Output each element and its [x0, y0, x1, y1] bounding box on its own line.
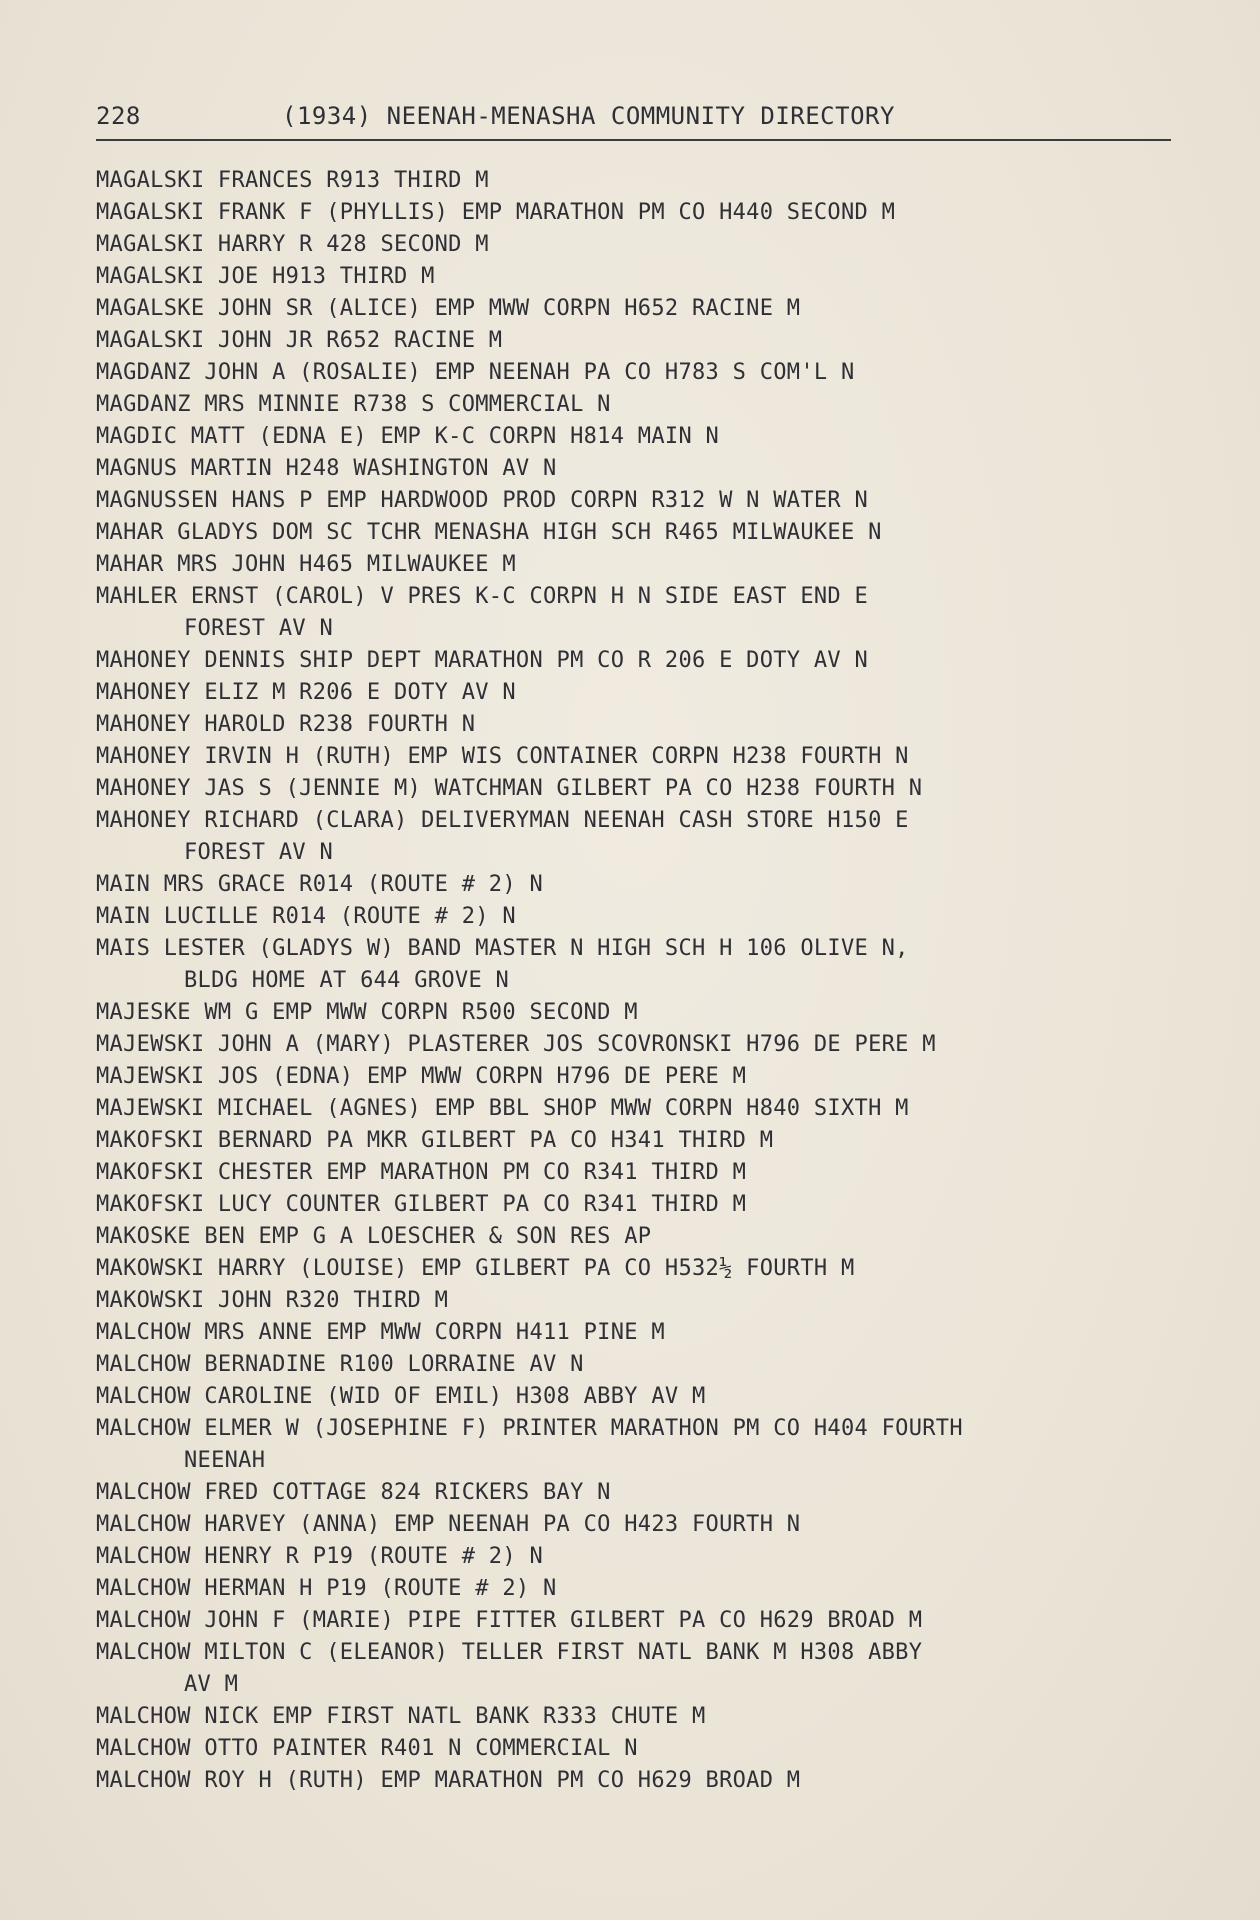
- entry-text: MALCHOW OTTO PAINTER R401 N COMMERCIAL N: [96, 1736, 638, 1761]
- directory-entry: [96, 549, 1196, 581]
- running-title: (1934) NEENAH-MENASHA COMMUNITY DIRECTORY: [282, 102, 895, 130]
- directory-entry: [96, 1573, 1196, 1605]
- entry-text: MAGALSKI JOHN JR R652 RACINE M: [96, 328, 503, 353]
- entry-text: MAKOWSKI HARRY (LOUISE) EMP GILBERT PA CO H532½ FOURTH M: [96, 1256, 855, 1281]
- entry-text: MAGALSKE JOHN SR (ALICE) EMP MWW CORPN H652 RACINE M: [96, 296, 801, 321]
- directory-entry: [96, 421, 1196, 453]
- entry-text: MAGALSKI HARRY R 428 SECOND M: [96, 232, 489, 257]
- entry-text: MAJEWSKI JOHN A (MARY) PLASTERER JOS SCOVRONSKI H796 DE PERE M: [96, 1032, 936, 1057]
- directory-entry: [96, 709, 1196, 741]
- entry-text: MALCHOW HENRY R P19 (ROUTE # 2) N: [96, 1544, 543, 1569]
- entry-text: MAHONEY DENNIS SHIP DEPT MARATHON PM CO R 206 E DOTY AV N: [96, 648, 869, 673]
- entry-text: MAKOFSKI LUCY COUNTER GILBERT PA CO R341 THIRD M: [96, 1192, 747, 1217]
- directory-entry: [96, 1093, 1196, 1125]
- directory-entry: [96, 1157, 1196, 1189]
- entry-text: MAHONEY HAROLD R238 FOURTH N: [96, 712, 476, 737]
- directory-entry: [96, 1221, 1196, 1253]
- entry-text: MALCHOW FRED COTTAGE 824 RICKERS BAY N: [96, 1480, 611, 1505]
- entry-text: MAGDIC MATT (EDNA E) EMP K-C CORPN H814 MAIN N: [96, 424, 720, 449]
- entry-text: MAHONEY RICHARD (CLARA) DELIVERYMAN NEENAH CASH STORE H150 E: [96, 808, 909, 833]
- directory-entry: [96, 1477, 1196, 1509]
- entry-text: MALCHOW NICK EMP FIRST NATL BANK R333 CHUTE M: [96, 1704, 706, 1729]
- directory-entry: [96, 325, 1196, 357]
- entry-text: MALCHOW BERNADINE R100 LORRAINE AV N: [96, 1352, 584, 1377]
- directory-entry: [96, 1413, 1196, 1477]
- entry-text: MAKOFSKI BERNARD PA MKR GILBERT PA CO H341 THIRD M: [96, 1128, 774, 1153]
- entry-continuation: BLDG HOME AT 644 GROVE N: [184, 968, 510, 993]
- directory-entry: [96, 453, 1196, 485]
- entry-continuation: FOREST AV N: [184, 616, 333, 641]
- entry-text: MALCHOW HERMAN H P19 (ROUTE # 2) N: [96, 1576, 557, 1601]
- directory-entry: [96, 997, 1196, 1029]
- directory-entry: [96, 1029, 1196, 1061]
- header-rule: [96, 139, 1171, 141]
- entry-text: MAGNUSSEN HANS P EMP HARDWOOD PROD CORPN R312 W N WATER N: [96, 488, 869, 513]
- entry-continuation: FOREST AV N: [184, 840, 333, 865]
- directory-entry: [96, 1253, 1196, 1285]
- directory-entry: [96, 517, 1196, 549]
- entry-text: MAGALSKI FRANCES R913 THIRD M: [96, 168, 489, 193]
- directory-entry: [96, 1605, 1196, 1637]
- entry-text: MALCHOW ROY H (RUTH) EMP MARATHON PM CO H629 BROAD M: [96, 1768, 801, 1793]
- directory-entry: [96, 1125, 1196, 1157]
- entry-text: MAKOWSKI JOHN R320 THIRD M: [96, 1288, 449, 1313]
- entry-text: MAGDANZ MRS MINNIE R738 S COMMERCIAL N: [96, 392, 611, 417]
- entry-text: MALCHOW CAROLINE (WID OF EMIL) H308 ABBY AV M: [96, 1384, 706, 1409]
- directory-entry: [96, 773, 1196, 805]
- directory-entry: [96, 1061, 1196, 1093]
- entry-text: MAJEWSKI MICHAEL (AGNES) EMP BBL SHOP MWW CORPN H840 SIXTH M: [96, 1096, 909, 1121]
- entry-text: MAGNUS MARTIN H248 WASHINGTON AV N: [96, 456, 557, 481]
- directory-entry: [96, 1701, 1196, 1733]
- directory-entry: [96, 805, 1196, 869]
- directory-entry: [96, 1637, 1196, 1701]
- directory-entry: [96, 389, 1196, 421]
- entry-text: MAHAR MRS JOHN H465 MILWAUKEE M: [96, 552, 516, 577]
- directory-entry: [96, 1765, 1196, 1797]
- directory-entry: [96, 229, 1196, 261]
- directory-entry: [96, 901, 1196, 933]
- entry-continuation: AV M: [184, 1672, 239, 1697]
- directory-entry: [96, 1189, 1196, 1221]
- entry-text: MAKOFSKI CHESTER EMP MARATHON PM CO R341 THIRD M: [96, 1160, 747, 1185]
- entry-text: MALCHOW ELMER W (JOSEPHINE F) PRINTER MARATHON PM CO H404 FOURTH: [96, 1416, 963, 1441]
- directory-entry: [96, 293, 1196, 325]
- entry-text: MALCHOW JOHN F (MARIE) PIPE FITTER GILBERT PA CO H629 BROAD M: [96, 1608, 923, 1633]
- entry-text: MAHONEY ELIZ M R206 E DOTY AV N: [96, 680, 516, 705]
- entry-text: MAIS LESTER (GLADYS W) BAND MASTER N HIGH SCH H 106 OLIVE N,: [96, 936, 909, 961]
- directory-entry: [96, 485, 1196, 517]
- directory-entry: [96, 1733, 1196, 1765]
- directory-entry: [96, 933, 1196, 997]
- entry-text: MAHONEY IRVIN H (RUTH) EMP WIS CONTAINER CORPN H238 FOURTH N: [96, 744, 909, 769]
- directory-entry: [96, 1317, 1196, 1349]
- entry-text: MAIN LUCILLE R014 (ROUTE # 2) N: [96, 904, 516, 929]
- directory-entry: [96, 645, 1196, 677]
- directory-entry: [96, 261, 1196, 293]
- directory-entry: [96, 197, 1196, 229]
- page-number: 228: [96, 102, 141, 130]
- directory-entry: [96, 1285, 1196, 1317]
- entry-continuation: NEENAH: [184, 1448, 266, 1473]
- entry-text: MAIN MRS GRACE R014 (ROUTE # 2) N: [96, 872, 543, 897]
- entry-text: MALCHOW MILTON C (ELEANOR) TELLER FIRST NATL BANK M H308 ABBY: [96, 1640, 923, 1665]
- directory-entry: [96, 1509, 1196, 1541]
- entry-text: MAHLER ERNST (CAROL) V PRES K-C CORPN H N SIDE EAST END E: [96, 584, 869, 609]
- entry-text: MAGDANZ JOHN A (ROSALIE) EMP NEENAH PA CO H783 S COM'L N: [96, 360, 855, 385]
- directory-entry: [96, 357, 1196, 389]
- entry-text: MALCHOW MRS ANNE EMP MWW CORPN H411 PINE M: [96, 1320, 665, 1345]
- directory-entry: [96, 869, 1196, 901]
- entry-text: MAHAR GLADYS DOM SC TCHR MENASHA HIGH SCH R465 MILWAUKEE N: [96, 520, 882, 545]
- entry-text: MAJESKE WM G EMP MWW CORPN R500 SECOND M: [96, 1000, 638, 1025]
- entry-text: MAJEWSKI JOS (EDNA) EMP MWW CORPN H796 DE PERE M: [96, 1064, 747, 1089]
- entry-text: MAHONEY JAS S (JENNIE M) WATCHMAN GILBERT PA CO H238 FOURTH N: [96, 776, 923, 801]
- directory-entry: [96, 1349, 1196, 1381]
- directory-entry: [96, 581, 1196, 645]
- directory-entry: [96, 1381, 1196, 1413]
- directory-entry: [96, 677, 1196, 709]
- directory-entry: [96, 741, 1196, 773]
- entry-text: MAKOSKE BEN EMP G A LOESCHER & SON RES AP: [96, 1224, 652, 1249]
- directory-entry: [96, 165, 1196, 197]
- page-header: [96, 96, 1171, 140]
- entry-text: MAGALSKI FRANK F (PHYLLIS) EMP MARATHON PM CO H440 SECOND M: [96, 200, 896, 225]
- directory-entry: [96, 1541, 1196, 1573]
- entry-text: MALCHOW HARVEY (ANNA) EMP NEENAH PA CO H423 FOURTH N: [96, 1512, 801, 1537]
- entry-text: MAGALSKI JOE H913 THIRD M: [96, 264, 435, 289]
- directory-entries: [96, 165, 1196, 1797]
